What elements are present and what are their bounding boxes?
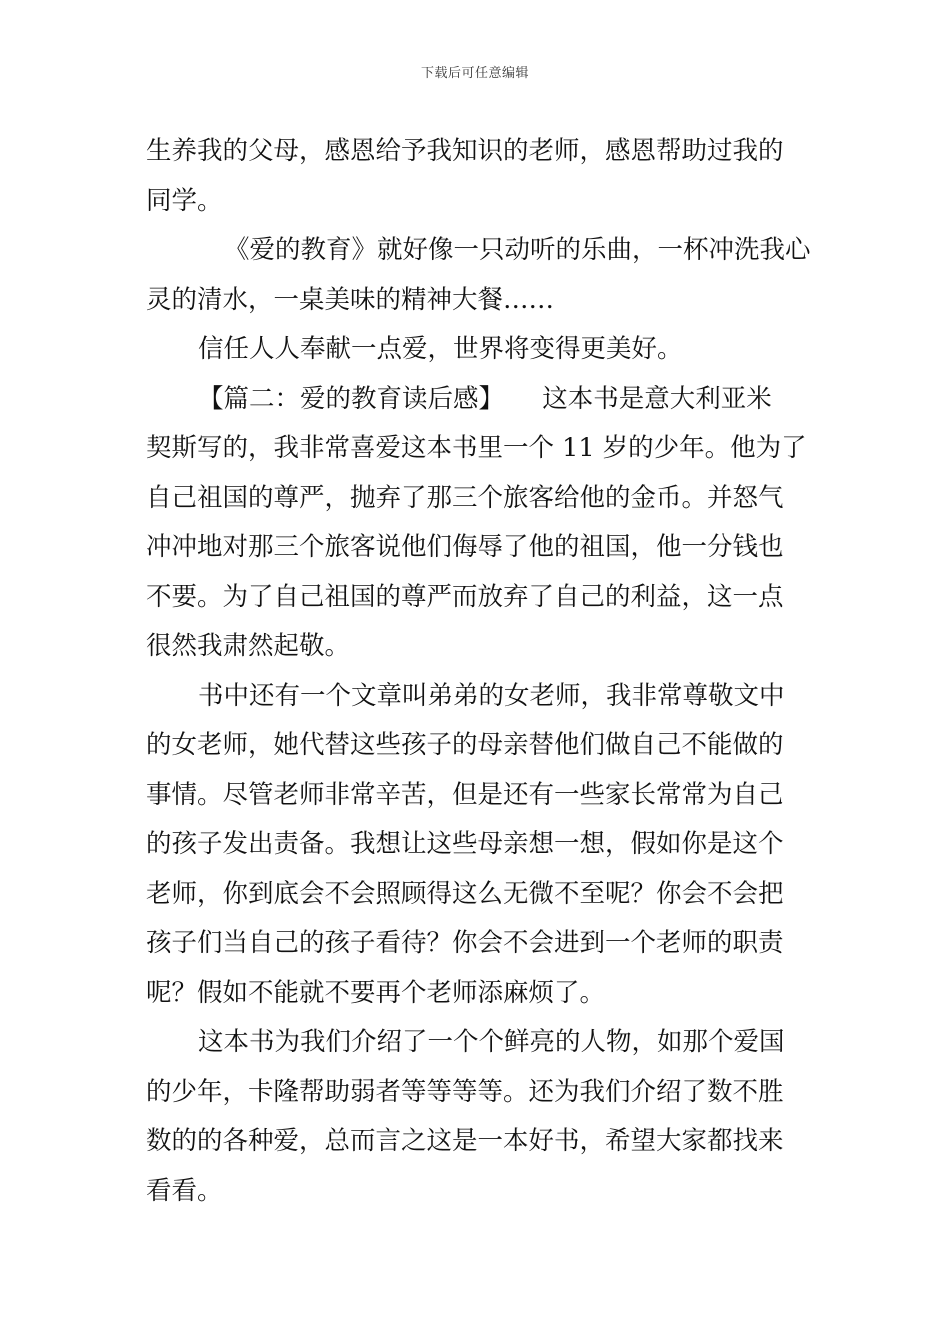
text-line: 书中还有一个文章叫弟弟的女老师，我非常尊敬文中 — [198, 680, 785, 711]
section-heading-line: 【篇二：爱的教育读后感】 这本书是意大利亚米 — [198, 383, 772, 414]
text-line: 事情。尽管老师非常辛苦，但是还有一些家长常常为自己 — [146, 779, 784, 810]
text-line: 信任人人奉献一点爱，世界将变得更美好。 — [198, 334, 683, 364]
text-line: 灵的清水，一桌美味的精神大餐…… — [146, 284, 555, 315]
text-line: 的孩子发出责备。我想让这些母亲想一想，假如你是这个 — [146, 829, 784, 859]
text-line: 看看。 — [146, 1175, 223, 1206]
text-line: 老师，你到底会不会照顾得这么无微不至呢？你会不会把 — [146, 878, 784, 909]
text-line: 冲冲地对那三个旅客说他们侮辱了他的祖国，他一分钱也 — [146, 532, 784, 562]
text-line: 孩子们当自己的孩子看待？你会不会进到一个老师的职责 — [146, 928, 784, 958]
text-line: 的女老师，她代替这些孩子的母亲替他们做自己不能做的 — [146, 730, 784, 760]
text-line: 《爱的教育》就好像一只动听的乐曲，一杯冲洗我心 — [224, 235, 811, 265]
text-line: 的少年，卡隆帮助弱者等等等等。还为我们介绍了数不胜 — [146, 1076, 784, 1107]
text-line: 契斯写的，我非常喜爱这本书里一个 11 岁的少年。他为了 — [146, 433, 807, 463]
text-line: 这本书为我们介绍了一个个鲜亮的人物，如那个爱国 — [198, 1027, 785, 1057]
text-line: 同学。 — [146, 185, 223, 216]
page-header: 下载后可任意编辑 — [420, 66, 529, 81]
text-line: 数的的各种爱，总而言之这是一本好书，希望大家都找来 — [146, 1126, 784, 1156]
text-line: 很然我肃然起敬。 — [146, 631, 351, 661]
text-line: 呢？假如不能就不要再个老师添麻烦了。 — [146, 977, 606, 1008]
text-line: 生养我的父母，感恩给予我知识的老师，感恩帮助过我的 — [146, 136, 784, 166]
text-line: 自己祖国的尊严，抛弃了那三个旅客给他的金币。并怒气 — [146, 482, 784, 513]
document-body — [146, 127, 811, 1216]
text-line: 不要。为了自己祖国的尊严而放弃了自己的利益，这一点 — [146, 581, 784, 612]
